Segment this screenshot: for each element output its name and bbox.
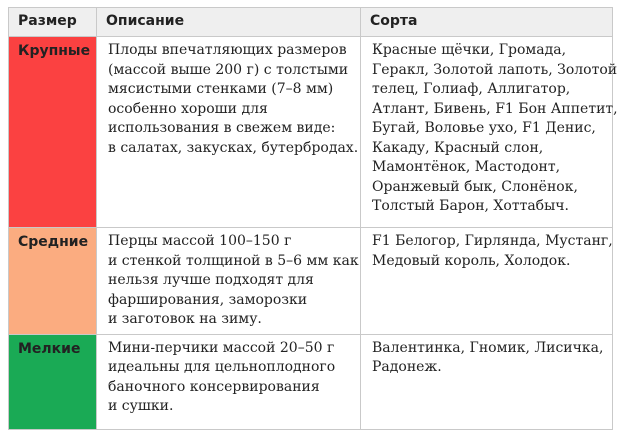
cell-text-line: Мамонтёнок, Мастодонт, [372, 159, 561, 175]
cell-text-line: Плоды впечатляющих размеров [108, 42, 347, 58]
cell-text-line: F1 Белогор, Гирлянда, Мустанг, [372, 233, 613, 249]
cell-text-line: (массой выше 200 г) с толстыми [108, 61, 349, 78]
varieties-cell-large [361, 37, 618, 228]
cell-text-line: Перцы массой 100–150 г [108, 233, 292, 249]
cell-text-line: и сушки. [108, 398, 174, 414]
cell-text-line: Атлант, Бивень, F1 Бон Аппетит, [372, 100, 618, 117]
cell-text-line: Красные щёчки, Громада, [372, 42, 567, 58]
cell-text-line: телец, Голиаф, Аллигатор, [372, 81, 571, 97]
cell-text-line: нельзя лучше подходят для [108, 272, 314, 288]
table-row-small [9, 334, 613, 429]
table-row-large [9, 37, 613, 228]
cell-text-line: идеальны для цельноплодного [108, 359, 336, 375]
cell-text-line: особенно хороши для [108, 100, 268, 117]
varieties-cell-small [361, 334, 613, 429]
cell-text-line: баночного консервирования [108, 378, 320, 395]
varieties-cell-medium [361, 228, 613, 335]
header-description: Описание [97, 8, 361, 37]
cell-text-line: Оранжевый бык, Слонёнок, [372, 178, 578, 195]
size-cell-large: Крупные [9, 37, 97, 228]
size-cell-small: Мелкие [9, 334, 97, 429]
pepper-size-table [8, 7, 618, 430]
cell-text-line: Какаду, Красный слон, [372, 139, 544, 156]
cell-text-line: Валентинка, Гномик, Лисичка, [372, 339, 604, 356]
cell-text-line: мясистыми стенками (7–8 мм) [108, 81, 334, 97]
header-size: Размер [9, 8, 97, 37]
cell-text-line: и заготовок на зиму. [108, 311, 262, 327]
description-cell-large [97, 37, 361, 228]
cell-text-line: Толстый Барон, Хоттабыч. [372, 198, 569, 214]
cell-text-line: Бугай, Воловье ухо, F1 Денис, [372, 120, 596, 136]
cell-text-line: Медовый король, Холодок. [372, 252, 571, 269]
size-cell-medium: Средние [9, 228, 97, 335]
cell-text-line: фарширования, заморозки [108, 291, 308, 308]
header-varieties: Сорта [361, 8, 613, 37]
pepper-size-table-container [8, 7, 618, 421]
description-cell-small [97, 334, 361, 429]
table-row-medium [9, 228, 613, 335]
cell-text-line: и стенкой толщиной в 5–6 мм как [108, 252, 359, 269]
cell-text-line: Мини-перчики массой 20–50 г [108, 339, 335, 356]
cell-text-line: Радонеж. [372, 359, 442, 375]
cell-text-line: Геракл, Золотой лапоть, Золотой [372, 61, 618, 78]
description-cell-medium [97, 228, 361, 335]
table-header-row [9, 8, 613, 37]
cell-text-line: использования в свежем виде: [108, 120, 336, 136]
cell-text-line: в салатах, закусках, бутербродах. [108, 139, 359, 156]
